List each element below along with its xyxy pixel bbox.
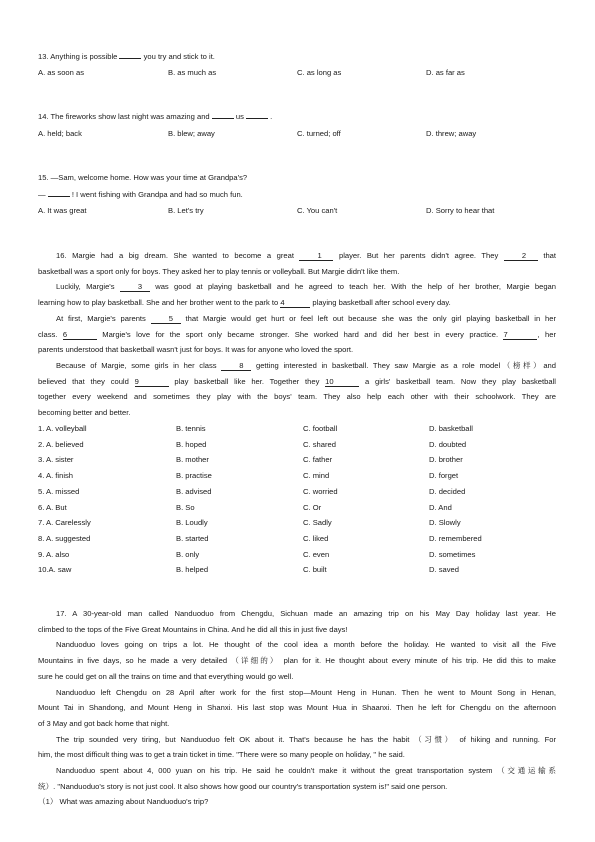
question-13-before: 13. Anything is possible [38, 52, 120, 61]
option-a[interactable]: 7. A. Carelessly [38, 518, 91, 528]
option-row [38, 547, 556, 563]
option-b[interactable]: B. So [176, 502, 195, 512]
option-b[interactable]: B. tennis [176, 424, 206, 433]
option-a[interactable]: 4. A. finish [38, 471, 74, 481]
option-a[interactable]: 6. A. But [38, 502, 67, 512]
option-row [38, 531, 556, 547]
passage-line: climbed to the tops of the Five Great Mountains in China. And he did all this in just five days! [38, 624, 348, 634]
question-15-after: ! I went fishing with Grandpa and had so much fun. [69, 190, 243, 199]
option-b[interactable]: B. started [176, 533, 209, 543]
option-d[interactable]: D. saved [429, 565, 459, 575]
option-b[interactable]: B. practise [176, 471, 212, 481]
cloze-blank-3[interactable]: 3 [120, 282, 150, 292]
reading-passage [38, 606, 556, 810]
option-d[interactable]: D. threw; away [426, 129, 477, 138]
question-14-after: . [268, 112, 273, 121]
cloze-blank-9[interactable]: 9 [135, 377, 169, 387]
option-c[interactable]: C. built [303, 565, 327, 575]
passage-line: learning how to play basketball. She and her brother went to the park to 4 playing basketball after school every day. [38, 298, 451, 308]
option-a[interactable]: A. as soon as [38, 68, 85, 77]
option-b[interactable]: B. as much as [168, 68, 217, 77]
option-a[interactable]: 3. A. sister [38, 455, 74, 465]
passage-line: At first, Margie's parents 5 that Margie would get hurt or feel left out because she was the only girl playing basketball in her [56, 313, 556, 323]
option-c[interactable]: C. as long as [297, 68, 342, 77]
option-b[interactable]: B. Loudly [176, 518, 208, 528]
answer-blank[interactable] [119, 58, 141, 59]
answer-blank[interactable] [212, 118, 234, 119]
option-b[interactable]: B. mother [176, 455, 209, 465]
option-c[interactable]: C. Sadly [303, 518, 332, 528]
option-d[interactable]: D. as far as [426, 68, 465, 77]
passage-line: together every weekend and sometimes they play with the boys' team. They also help each other with their schoolwork. They are [38, 392, 556, 402]
option-a[interactable]: 10.A. saw [38, 565, 72, 575]
passage-line: believed that they could 9 play basketball like her. Together they 10 a girls' basketball team. Now they play basketball [38, 376, 556, 386]
cloze-blank-1[interactable]: 1 [299, 251, 333, 261]
cloze-blank-7[interactable]: 7 [503, 330, 537, 340]
passage-line: Mountains in five days, so he made a very detailed （详细的） plan for it. He thought about every minute of his trip. He did this to make [38, 656, 556, 666]
option-c[interactable]: C. worried [303, 486, 338, 496]
option-a[interactable]: 2. A. believed [38, 439, 84, 449]
passage-line: 统）. "Nanduoduo's story is not just cool. It also shows how good our country's transportation system is!" said one person. [38, 781, 448, 791]
cloze-blank-10[interactable]: 10 [325, 377, 359, 387]
option-d[interactable]: D. Slowly [429, 518, 461, 528]
option-c[interactable]: C. turned; off [297, 129, 341, 138]
passage-line: Nanduoduo loves going on trips a lot. He thought of the cool idea a month before the holiday. He wanted to visit all the Five [56, 640, 556, 650]
option-c[interactable]: C. shared [303, 439, 336, 449]
passage-line: Nanduoduo spent about 4, 000 yuan on his trip. He said he couldn't make it without the great transportation system （交通运输系 [56, 766, 556, 776]
passage-line: class. 6 Margie's love for the sport only became stronger. She worked hard and did her best in every practice. 7 , her [38, 329, 556, 339]
option-c[interactable]: C. football [303, 424, 338, 433]
question-15-line-1: 15. —Sam, welcome home. How was your time at Grandpa's? [38, 173, 248, 182]
option-b[interactable]: B. Let's try [168, 206, 204, 215]
option-row [38, 562, 556, 578]
option-b[interactable]: B. blew; away [168, 129, 215, 138]
option-c[interactable]: C. father [303, 455, 333, 465]
option-row [38, 452, 556, 468]
option-d[interactable]: D. basketball [429, 424, 473, 433]
passage-line: Because of Margie, some girls in her class 8 getting interested in basketball. They saw Margie as a role model（榜样）and [56, 360, 556, 370]
question-15-line-2 [38, 190, 556, 200]
option-row [38, 515, 556, 531]
passage-line: basketball was a sport only for boys. They asked her to play tennis or volleyball. But Margie didn't like them. [38, 266, 400, 276]
option-c[interactable]: C. liked [303, 533, 329, 543]
option-a[interactable]: A. It was great [38, 206, 87, 215]
passage-line: him, the most difficult thing was to get a train ticket in time. "There were so many people on holiday, " he said. [38, 750, 405, 760]
cloze-blank-6[interactable]: 6 [63, 330, 97, 340]
option-d[interactable]: D. And [429, 502, 452, 512]
option-row [38, 468, 556, 484]
option-d[interactable]: D. Sorry to hear that [426, 206, 495, 215]
cloze-blank-8[interactable]: 8 [221, 361, 251, 371]
passage-line: parents understood that basketball wasn't just for boys. It was for anyone who loved the sport. [38, 345, 354, 355]
option-row [38, 437, 556, 453]
passage-line: 17. A 30-year-old man called Nanduoduo from Chengdu, Sichuan made an amazing trip on his May Day holiday last year. He [56, 609, 556, 618]
option-a[interactable]: 5. A. missed [38, 486, 80, 496]
option-b[interactable]: B. advised [176, 486, 212, 496]
option-a[interactable]: 9. A. also [38, 549, 70, 559]
passage-line: becoming better and better. [38, 408, 131, 418]
option-a[interactable]: A. held; back [38, 129, 82, 138]
option-b[interactable]: B. only [176, 549, 200, 559]
option-d[interactable]: D. brother [429, 455, 463, 465]
question-15-dash: — [38, 190, 48, 199]
cloze-passage [38, 248, 556, 421]
passage-line: sure he could get on all the trains on time and that everything would go well. [38, 671, 294, 681]
question-13-after: you try and stick to it. [141, 52, 215, 61]
option-row [38, 500, 556, 516]
option-c[interactable]: C. You can't [297, 206, 338, 215]
option-c[interactable]: C. even [303, 549, 330, 559]
passage-line: Mount Tai in Shandong, and Mount Heng in Shanxi. His last stop was Mount Hua in Shaanxi. Then he left for Chengdu on the afternoon [38, 703, 556, 713]
option-row [38, 421, 556, 437]
option-b[interactable]: B. helped [176, 565, 209, 575]
option-d[interactable]: D. sometimes [429, 549, 476, 559]
cloze-blank-4[interactable]: 4 [280, 298, 310, 308]
cloze-blank-2[interactable]: 2 [504, 251, 538, 261]
sub-question-1: （1） What was amazing about Nanduoduo's trip? [38, 797, 209, 807]
passage-line: of 3 May and got back home that night. [38, 718, 170, 728]
question-14-before: 14. The fireworks show last night was amazing and [38, 112, 212, 121]
passage-line: The trip sounded very tiring, but Nanduoduo felt OK about it. That's because he has the habit （习惯） of hiking and running. For [56, 734, 556, 744]
answer-blank[interactable] [48, 196, 70, 197]
passage-line: Nanduoduo left Chengdu on 28 April after work for the first stop—Mount Heng in Hunan. Then he went to Mount Song in Henan, [56, 687, 556, 697]
cloze-blank-5[interactable]: 5 [151, 314, 181, 324]
option-b[interactable]: B. hoped [176, 439, 207, 449]
option-c[interactable]: C. Or [303, 502, 322, 512]
option-d[interactable]: D. remembered [429, 533, 482, 543]
option-d[interactable]: D. doubted [429, 439, 467, 449]
question-14-mid: us [233, 112, 247, 121]
option-row [38, 484, 556, 500]
passage-line: 16. Margie had a big dream. She wanted to become a great 1 player. But her parents didn't agree. They 2 that [56, 251, 556, 260]
option-d[interactable]: D. decided [429, 486, 466, 496]
question-13 [38, 52, 556, 62]
option-a[interactable]: 1. A. volleyball [38, 424, 87, 433]
answer-blank[interactable] [246, 118, 268, 119]
passage-line: Luckily, Margie's 3 was good at playing basketball and he agreed to teach her. With the help of her brother, Margie began [56, 282, 556, 292]
question-14 [38, 112, 556, 122]
option-c[interactable]: C. mind [303, 471, 330, 481]
option-a[interactable]: 8. A. suggested [38, 533, 91, 543]
option-d[interactable]: D. forget [429, 471, 459, 481]
